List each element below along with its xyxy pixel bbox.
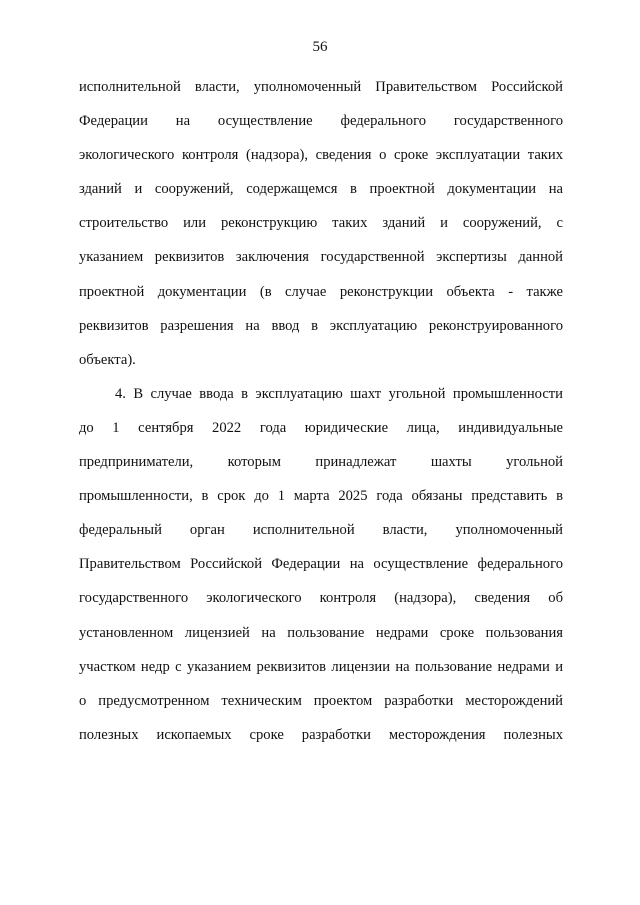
text-line: зданий и сооружений, содержащемся в проектной документации на	[79, 181, 563, 198]
text-line: Федерации на осуществление федерального государственного	[79, 113, 563, 130]
text-line: государственного экологического контроля (надзора), сведения об	[79, 590, 563, 607]
text-line: о предусмотренном техническим проектом разработки месторождений	[79, 692, 563, 709]
paragraph-1	[79, 70, 563, 377]
text-line: установленном лицензией на пользование недрами сроке пользования	[79, 624, 563, 641]
text-line: федеральный орган исполнительной власти, уполномоченный	[79, 522, 563, 539]
text-line: экологического контроля (надзора), сведения о сроке эксплуатации таких	[79, 147, 563, 164]
document-body	[79, 70, 563, 752]
text-line: проектной документации (в случае реконструкции объекта - также	[79, 283, 563, 300]
paragraph-2	[79, 377, 563, 752]
text-line: до 1 сентября 2022 года юридические лица, индивидуальные	[79, 419, 563, 436]
text-line: 4. В случае ввода в эксплуатацию шахт угольной промышленности	[115, 385, 563, 402]
text-line: реквизитов разрешения на ввод в эксплуатацию реконструированного	[79, 317, 563, 334]
text-line: полезных ископаемых сроке разработки месторождения полезных	[79, 726, 563, 743]
text-line: предприниматели, которым принадлежат шахты угольной	[79, 454, 563, 471]
page-number: 56	[312, 39, 328, 55]
text-line: указанием реквизитов заключения государственной экспертизы данной	[79, 249, 563, 266]
text-line: участком недр с указанием реквизитов лицензии на пользование недрами и	[79, 658, 563, 675]
text-line: строительство или реконструкцию таких зданий и сооружений, с	[79, 215, 563, 232]
text-line: объекта).	[79, 351, 136, 368]
text-line: исполнительной власти, уполномоченный Правительством Российской	[79, 79, 563, 95]
text-line: Правительством Российской Федерации на осуществление федерального	[79, 556, 563, 573]
text-line: промышленности, в срок до 1 марта 2025 года обязаны представить в	[79, 488, 563, 505]
